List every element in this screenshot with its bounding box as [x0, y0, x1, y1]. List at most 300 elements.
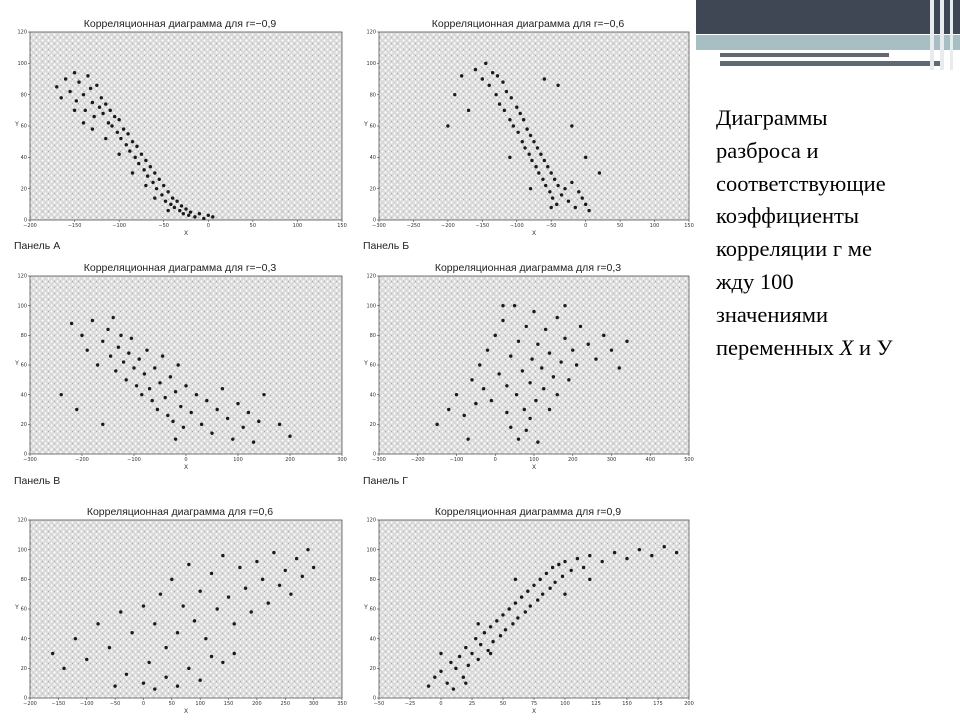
caption-variable-y: У [876, 334, 893, 360]
scatter-panel-b [363, 18, 693, 254]
x-tick-label: −200 [410, 457, 425, 463]
y-tick-label: 0 [372, 217, 376, 224]
y-axis-title: Y [15, 360, 19, 367]
data-point [610, 348, 613, 351]
x-tick-label: 50 [499, 701, 507, 707]
data-point [170, 578, 173, 581]
data-point [542, 387, 545, 390]
data-point [113, 684, 116, 687]
x-tick-label: 150 [622, 701, 632, 707]
data-point [126, 132, 129, 135]
data-point [236, 402, 239, 405]
data-point [169, 375, 172, 378]
data-point [161, 354, 164, 357]
data-point [486, 348, 489, 351]
x-tick-label: 500 [684, 457, 694, 463]
data-point [534, 165, 537, 168]
data-point [433, 676, 436, 679]
data-point [187, 667, 190, 670]
data-point [135, 384, 138, 387]
data-point [177, 363, 180, 366]
y-tick-label: 40 [20, 636, 27, 643]
data-point [563, 560, 566, 563]
y-tick-label: 120 [17, 273, 27, 280]
data-point [550, 171, 553, 174]
data-point [144, 184, 147, 187]
data-point [137, 162, 140, 165]
x-axis-title: X [183, 464, 189, 471]
data-point [198, 212, 201, 215]
data-point [210, 572, 213, 575]
data-point [127, 351, 130, 354]
data-point [216, 408, 219, 411]
data-point [109, 354, 112, 357]
x-tick-label: 200 [285, 457, 295, 463]
y-tick-label: 80 [369, 576, 376, 583]
data-point [138, 357, 141, 360]
y-tick-label: 20 [20, 421, 27, 428]
data-point [556, 316, 559, 319]
data-point [166, 190, 169, 193]
data-point [467, 664, 470, 667]
data-point [519, 112, 522, 115]
data-point [584, 203, 587, 206]
data-point [557, 563, 560, 566]
data-point [525, 127, 528, 130]
data-point [527, 153, 530, 156]
y-tick-label: 0 [372, 451, 376, 458]
data-point [221, 661, 224, 664]
data-point [108, 646, 111, 649]
data-point [278, 423, 281, 426]
x-tick-label: 150 [337, 223, 347, 229]
x-tick-label: −150 [475, 223, 490, 229]
data-point [544, 328, 547, 331]
x-tick-label: 50 [168, 701, 176, 707]
data-point [146, 174, 149, 177]
data-point [439, 652, 442, 655]
plot-area [379, 32, 689, 220]
caption-line: разброса и [716, 137, 819, 163]
data-point [289, 592, 292, 595]
y-tick-label: 80 [369, 332, 376, 339]
data-point [153, 622, 156, 625]
data-point [171, 420, 174, 423]
caption-line: соответствующие [716, 170, 886, 196]
data-point [85, 658, 88, 661]
data-point [470, 378, 473, 381]
caption-text: переменных [716, 334, 840, 360]
y-tick-label: 120 [17, 29, 27, 36]
data-point [238, 566, 241, 569]
data-point [73, 109, 76, 112]
data-point [95, 84, 98, 87]
data-point [227, 595, 230, 598]
data-point [575, 363, 578, 366]
plot-area [30, 32, 342, 220]
data-point [145, 348, 148, 351]
data-point [570, 569, 573, 572]
data-point [295, 557, 298, 560]
data-point [169, 203, 172, 206]
data-point [244, 587, 247, 590]
data-point [117, 153, 120, 156]
data-point [257, 420, 260, 423]
scatter-chart [14, 506, 346, 718]
data-point [513, 304, 516, 307]
data-point [130, 631, 133, 634]
data-point [529, 134, 532, 137]
data-point [231, 437, 234, 440]
x-tick-label: 0 [141, 701, 146, 707]
data-point [501, 613, 504, 616]
x-tick-label: 100 [233, 457, 243, 463]
data-point [536, 146, 539, 149]
data-point [618, 366, 621, 369]
data-point [74, 637, 77, 640]
header-stripe [940, 0, 944, 70]
data-point [479, 643, 482, 646]
data-point [112, 316, 115, 319]
header-bar [696, 0, 960, 34]
data-point [92, 115, 95, 118]
data-point [446, 124, 449, 127]
x-tick-label: 50 [249, 223, 257, 229]
data-point [581, 196, 584, 199]
data-point [166, 414, 169, 417]
data-point [153, 171, 156, 174]
y-tick-label: 80 [20, 332, 27, 339]
caption-variable-x: X [839, 334, 854, 360]
y-tick-label: 0 [23, 451, 27, 458]
data-point [484, 62, 487, 65]
data-point [503, 109, 506, 112]
x-axis-title: X [531, 230, 537, 237]
data-point [84, 109, 87, 112]
caption-line: значениями [716, 301, 829, 327]
data-point [613, 551, 616, 554]
data-point [312, 566, 315, 569]
y-tick-label: 60 [20, 123, 27, 130]
data-point [182, 426, 185, 429]
data-point [464, 646, 467, 649]
data-point [198, 590, 201, 593]
data-point [516, 616, 519, 619]
x-tick-label: 300 [308, 701, 319, 707]
data-point [491, 640, 494, 643]
data-point [98, 106, 101, 109]
x-tick-label: −50 [109, 701, 121, 707]
x-tick-label: 300 [337, 457, 347, 463]
data-point [122, 360, 125, 363]
data-point [86, 348, 89, 351]
panel-label: Панель В [14, 475, 61, 487]
data-point [543, 159, 546, 162]
scatter-panel-d [14, 506, 346, 718]
data-point [233, 652, 236, 655]
data-point [62, 667, 65, 670]
chart-title: Корреляционная диаграмма для r=−0,3 [83, 262, 277, 274]
data-point [187, 563, 190, 566]
data-point [532, 140, 535, 143]
data-point [526, 590, 529, 593]
data-point [262, 393, 265, 396]
data-point [536, 343, 539, 346]
data-point [511, 622, 514, 625]
y-tick-label: 100 [366, 60, 376, 67]
y-tick-label: 40 [369, 154, 376, 161]
data-point [91, 319, 94, 322]
y-tick-label: 40 [20, 392, 27, 399]
data-point [587, 209, 590, 212]
y-tick-label: 100 [17, 303, 27, 310]
y-tick-label: 100 [17, 547, 27, 554]
caption-line: жду 100 [716, 268, 794, 294]
plot-area [379, 276, 689, 454]
data-point [524, 610, 527, 613]
data-point [463, 414, 466, 417]
data-point [193, 215, 196, 218]
x-tick-label: 100 [292, 223, 303, 229]
x-tick-label: 175 [653, 701, 663, 707]
data-point [536, 598, 539, 601]
plot-area [30, 520, 342, 698]
data-point [482, 387, 485, 390]
x-tick-label: 100 [560, 701, 570, 707]
data-point [164, 676, 167, 679]
data-point [184, 207, 187, 210]
data-point [117, 346, 120, 349]
y-tick-label: 40 [20, 154, 27, 161]
scatter-chart [14, 18, 346, 240]
data-point [104, 102, 107, 105]
data-point [306, 548, 309, 551]
data-point [523, 408, 526, 411]
data-point [162, 184, 165, 187]
data-point [543, 77, 546, 80]
x-tick-label: −50 [158, 223, 169, 229]
data-point [514, 578, 517, 581]
data-point [216, 607, 219, 610]
y-tick-label: 0 [372, 695, 376, 702]
data-point [532, 310, 535, 313]
x-tick-label: −300 [372, 223, 386, 229]
data-point [140, 153, 143, 156]
y-tick-label: 20 [369, 665, 376, 672]
x-tick-label: −150 [67, 223, 82, 229]
data-point [73, 71, 76, 74]
data-point [155, 187, 158, 190]
data-point [553, 178, 556, 181]
x-tick-label: −200 [23, 701, 37, 707]
data-point [132, 366, 135, 369]
x-tick-label: −50 [373, 701, 385, 707]
data-point [181, 604, 184, 607]
data-point [536, 440, 539, 443]
data-point [446, 681, 449, 684]
data-point [567, 200, 570, 203]
data-point [478, 363, 481, 366]
y-axis-title: Y [364, 121, 368, 128]
data-point [505, 384, 508, 387]
data-point [64, 77, 67, 80]
data-point [561, 575, 564, 578]
x-tick-label: 150 [223, 701, 234, 707]
data-point [68, 90, 71, 93]
data-point [495, 619, 498, 622]
data-point [650, 554, 653, 557]
data-point [530, 159, 533, 162]
scatter-chart [363, 506, 693, 718]
data-point [176, 631, 179, 634]
data-point [211, 215, 214, 218]
data-point [142, 168, 145, 171]
x-tick-label: −300 [23, 457, 37, 463]
data-point [142, 604, 145, 607]
y-tick-label: 80 [20, 92, 27, 99]
data-point [521, 140, 524, 143]
y-tick-label: 120 [366, 29, 376, 36]
slide-caption [716, 102, 946, 364]
data-point [474, 402, 477, 405]
data-point [252, 440, 255, 443]
data-point [114, 369, 117, 372]
x-tick-label: 200 [252, 701, 262, 707]
data-point [160, 193, 163, 196]
data-point [567, 378, 570, 381]
data-point [516, 131, 519, 134]
data-point [529, 604, 532, 607]
x-tick-label: 75 [530, 701, 538, 707]
x-tick-label: 125 [591, 701, 601, 707]
data-point [151, 399, 154, 402]
data-point [158, 381, 161, 384]
data-point [182, 212, 185, 215]
data-point [466, 437, 469, 440]
data-point [242, 426, 245, 429]
data-point [267, 601, 270, 604]
x-tick-label: 0 [493, 457, 497, 463]
data-point [483, 631, 486, 634]
data-point [187, 214, 190, 217]
data-point [525, 429, 528, 432]
data-point [577, 190, 580, 193]
data-point [207, 214, 210, 217]
data-point [551, 196, 554, 199]
data-point [520, 595, 523, 598]
caption-text: и [853, 334, 877, 360]
y-tick-label: 60 [20, 606, 27, 613]
chart-title: Корреляционная диаграмма для r=−0,6 [431, 18, 625, 30]
data-point [453, 93, 456, 96]
data-point [106, 328, 109, 331]
data-point [272, 551, 275, 554]
x-tick-label: 300 [606, 457, 617, 463]
x-tick-label: 0 [584, 223, 588, 229]
y-axis-title: Y [15, 121, 19, 128]
data-point [164, 396, 167, 399]
data-point [501, 80, 504, 83]
plot-area [30, 276, 342, 454]
data-point [82, 93, 85, 96]
data-point [587, 343, 590, 346]
data-point [522, 118, 525, 121]
data-point [582, 566, 585, 569]
x-tick-label: 0 [206, 223, 210, 229]
data-point [552, 375, 555, 378]
data-point [153, 196, 156, 199]
y-tick-label: 100 [366, 547, 376, 554]
y-tick-label: 80 [369, 92, 376, 99]
panel-label: Панель Б [363, 240, 410, 252]
data-point [563, 304, 566, 307]
data-point [221, 554, 224, 557]
x-axis-title: X [183, 230, 189, 237]
data-point [512, 124, 515, 127]
data-point [460, 74, 463, 77]
data-point [509, 426, 512, 429]
y-tick-label: 20 [369, 421, 376, 428]
x-tick-label: −300 [372, 457, 386, 463]
data-point [113, 115, 116, 118]
data-point [517, 437, 520, 440]
data-point [104, 137, 107, 140]
data-point [571, 348, 574, 351]
y-tick-label: 100 [366, 303, 376, 310]
data-point [504, 628, 507, 631]
y-tick-label: 80 [20, 576, 27, 583]
data-point [179, 405, 182, 408]
data-point [142, 681, 145, 684]
data-point [91, 101, 94, 104]
data-point [125, 673, 128, 676]
caption-line: корреляции г ме [716, 236, 872, 262]
data-point [119, 610, 122, 613]
x-tick-label: 0 [184, 457, 188, 463]
data-point [530, 357, 533, 360]
data-point [477, 622, 480, 625]
data-point [560, 193, 563, 196]
data-point [545, 572, 548, 575]
x-tick-label: 25 [468, 701, 476, 707]
x-tick-label: 100 [649, 223, 660, 229]
chart-title: Корреляционная диаграмма для r=0,6 [86, 506, 274, 518]
x-tick-label: 100 [195, 701, 205, 707]
data-point [153, 687, 156, 690]
data-point [174, 437, 177, 440]
data-point [548, 190, 551, 193]
x-tick-label: −100 [79, 701, 94, 707]
data-point [51, 652, 54, 655]
data-point [563, 337, 566, 340]
data-point [508, 118, 511, 121]
data-point [452, 687, 455, 690]
data-point [489, 652, 492, 655]
data-point [174, 390, 177, 393]
data-point [60, 393, 63, 396]
data-point [534, 399, 537, 402]
data-point [563, 592, 566, 595]
data-point [75, 408, 78, 411]
data-point [117, 118, 120, 121]
data-point [96, 363, 99, 366]
data-point [497, 372, 500, 375]
x-tick-label: −250 [406, 223, 421, 229]
plot-area [379, 520, 689, 698]
data-point [601, 560, 604, 563]
data-point [532, 584, 535, 587]
scatter-panel-v [14, 262, 346, 492]
